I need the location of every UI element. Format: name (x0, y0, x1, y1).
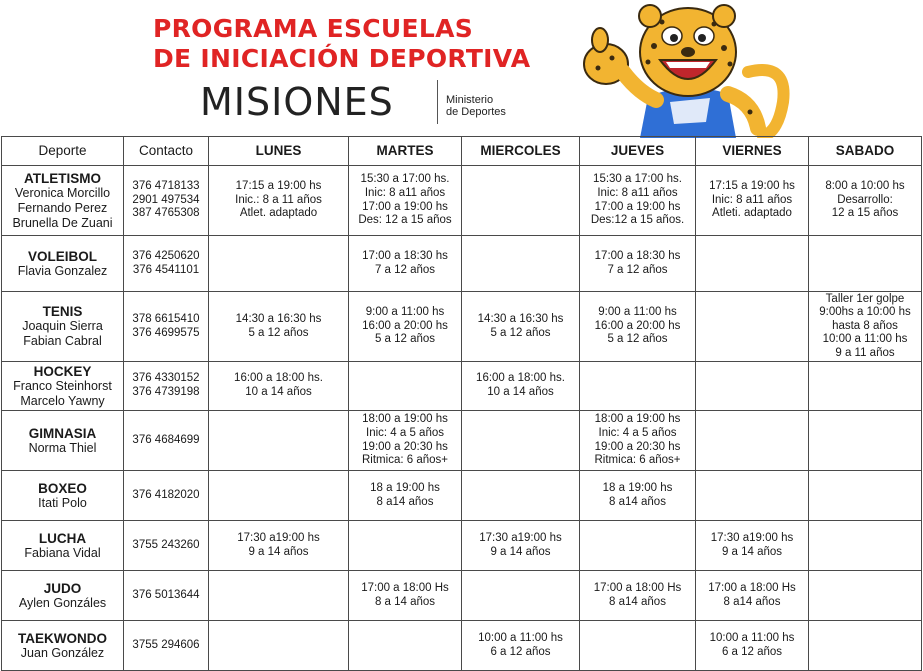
table-row (2, 411, 922, 471)
schedule-line: Desarrollo: (837, 193, 893, 206)
column-header-deporte: Deporte (2, 137, 124, 166)
schedule-line: 8 a14 años (723, 595, 781, 608)
schedule-line: 17:00 a 18:30 hs (362, 249, 448, 262)
schedule-line: 17:30 a19:00 hs (479, 531, 562, 544)
sport-name: ATLETISMO (24, 170, 101, 186)
coach-name: Itati Polo (38, 495, 87, 510)
phone-number: 378 6615410 (132, 312, 200, 325)
schedule-line: 16:00 a 20:00 hs (362, 319, 448, 332)
coach-name: Aylen Gonzáles (18, 595, 107, 610)
schedule-line: 7 a 12 años (374, 263, 436, 276)
coach-name: Juan González (20, 645, 105, 660)
sport-cell (2, 621, 124, 671)
schedule-line: 17:00 a 19:00 hs (362, 200, 448, 213)
column-header-lunes: LUNES (209, 137, 349, 166)
schedule-cell-martes (349, 362, 462, 411)
coach-name: Franco Steinhorst (13, 378, 112, 393)
schedule-line: 5 a 12 años (248, 326, 309, 339)
phone-number: 376 4739198 (132, 386, 200, 398)
schedule-cell-viernes (696, 571, 809, 621)
schedule-cell-lunes (209, 571, 349, 621)
schedule-cell-martes (349, 411, 462, 471)
schedule-cell-miercoles (462, 362, 580, 411)
schedule-line: 15:30 a 17:00 hs. (360, 173, 450, 186)
schedule-line: 9:00hs a 10:00 hs (819, 306, 911, 319)
contact-cell (124, 166, 209, 236)
schedule-cell-martes (349, 471, 462, 521)
schedule-line: 9 a 14 años (248, 545, 309, 558)
schedule-line: 17:00 a 18:00 Hs (593, 581, 682, 594)
schedule-line: 10 a 14 años (245, 386, 312, 398)
schedule-line: Inic.: 8 a 11 años (235, 193, 322, 206)
schedule-cell-lunes (209, 292, 349, 362)
schedule-line: 19:00 a 20:30 hs (594, 440, 681, 453)
schedule-cell-jueves (580, 571, 696, 621)
table-row (2, 362, 922, 411)
schedule-cell-lunes (209, 521, 349, 571)
schedule-cell-lunes (209, 166, 349, 236)
column-header-viernes: VIERNES (696, 137, 809, 166)
phone-number: 376 4699575 (132, 326, 200, 339)
phone-number: 3755 294606 (132, 638, 200, 651)
schedule-cell-jueves (580, 292, 696, 362)
schedule-cell-martes (349, 236, 462, 292)
column-header-martes: MARTES (349, 137, 462, 166)
schedule-cell-miercoles (462, 571, 580, 621)
schedule-line: Inic: 8 a11 años (711, 193, 793, 206)
sport-cell (2, 521, 124, 571)
table-row (2, 471, 922, 521)
table-row (2, 521, 922, 571)
contact-cell (124, 471, 209, 521)
sport-cell (2, 166, 124, 236)
sport-name: LUCHA (38, 530, 87, 546)
program-title-line-1: PROGRAMA ESCUELAS (153, 14, 474, 43)
schedule-cell-sabado (809, 292, 922, 362)
sport-cell (2, 411, 124, 471)
jaguar-mascot-icon (578, 2, 798, 138)
table-row (2, 236, 922, 292)
schedule-line: 19:00 a 20:30 hs (362, 440, 448, 453)
coach-name: Joaquin Sierra (22, 319, 103, 333)
sport-name: TENIS (42, 304, 83, 319)
schedule-cell-sabado (809, 621, 922, 671)
coach-name: Fabian Cabral (23, 334, 102, 348)
logo-divider (437, 80, 438, 124)
phone-number: 376 4718133 (132, 180, 200, 193)
schedule-line: 18:00 a 19:00 hs (594, 413, 681, 426)
schedule-line: Des: 12 a 15 años (358, 214, 452, 227)
schedule-line: 14:30 a 16:30 hs (477, 312, 564, 325)
schedule-line: 8 a 14 años (374, 595, 436, 608)
schedule-cell-lunes (209, 621, 349, 671)
schedule-line: 16:00 a 20:00 hs (594, 319, 681, 332)
schedule-cell-miercoles (462, 236, 580, 292)
schedule-cell-lunes (209, 236, 349, 292)
schedule-cell-viernes (696, 471, 809, 521)
column-header-contacto: Contacto (124, 137, 209, 166)
schedule-line: Inic: 4 a 5 años (366, 426, 444, 439)
schedule-line: 10:00 a 11:00 hs (709, 631, 795, 644)
table-row (2, 571, 922, 621)
schedule-line: 8 a14 años (376, 495, 434, 508)
coach-name: Norma Thiel (28, 440, 97, 455)
schedule-line: 17:15 a 19:00 hs (709, 180, 795, 193)
schedule-cell-miercoles (462, 411, 580, 471)
schedule-line: 15:30 a 17:00 hs. (593, 173, 682, 186)
schedule-cell-sabado (809, 236, 922, 292)
schedule-cell-jueves (580, 521, 696, 571)
schedule-line: 18 a 19:00 hs (370, 481, 440, 494)
schedule-cell-miercoles (462, 471, 580, 521)
schedule-line: 12 a 15 años (831, 207, 899, 220)
schedule-cell-viernes (696, 362, 809, 411)
schedule-line: 5 a 12 años (607, 333, 668, 346)
column-header-sabado: SABADO (809, 137, 922, 166)
sport-cell (2, 292, 124, 362)
schedule-line: Inic: 4 a 5 años (598, 426, 677, 439)
contact-cell (124, 362, 209, 411)
schedule-line: Inic: 8 a11 años (364, 186, 446, 199)
schedule-line: 16:00 a 18:00 hs. (476, 372, 565, 385)
coach-name: Veronica Morcillo (14, 185, 111, 200)
schedule-cell-martes (349, 621, 462, 671)
column-header-jueves: JUEVES (580, 137, 696, 166)
sport-name: JUDO (43, 580, 82, 596)
schedule-line: 9:00 a 11:00 hs (598, 306, 677, 319)
schedule-cell-miercoles (462, 292, 580, 362)
schedule-line: hasta 8 años (832, 319, 898, 332)
schedule-cell-sabado (809, 471, 922, 521)
schedule-line: 8 a14 años (609, 595, 666, 608)
schedule-line: Ritmica: 6 años+ (594, 454, 681, 467)
coach-name: Marcelo Yawny (20, 393, 105, 408)
program-title-line-2: DE INICIACIÓN DEPORTIVA (153, 44, 531, 73)
schedule-line: 18 a 19:00 hs (602, 481, 673, 494)
coach-name: Brunella De Zuani (12, 215, 113, 230)
schedule-line: 9:00 a 11:00 hs (365, 306, 445, 319)
phone-number: 376 5013644 (132, 588, 200, 601)
phone-number: 376 4541101 (132, 263, 200, 276)
schedule-cell-lunes (209, 411, 349, 471)
schedule-cell-jueves (580, 411, 696, 471)
contact-cell (124, 411, 209, 471)
phone-number: 2901 497534 (132, 193, 200, 206)
schedule-line: 9 a 14 años (721, 545, 783, 558)
schedule-line: Taller 1er golpe (825, 292, 905, 305)
schedule-cell-sabado (809, 521, 922, 571)
schedule-line: 16:00 a 18:00 hs. (234, 372, 323, 385)
schedule-cell-sabado (809, 411, 922, 471)
schedule-cell-viernes (696, 166, 809, 236)
contact-cell (124, 621, 209, 671)
schedule-line: 8 a14 años (609, 495, 666, 508)
phone-number: 376 4250620 (132, 249, 200, 262)
contact-cell (124, 571, 209, 621)
sport-cell (2, 571, 124, 621)
phone-number: 376 4684699 (132, 433, 200, 446)
schedule-line: Atleti. adaptado (712, 207, 792, 220)
schedule-line: 17:00 a 18:00 Hs (708, 581, 796, 594)
schedule-cell-martes (349, 292, 462, 362)
schedule-line: 6 a 12 años (721, 645, 783, 658)
coach-name: Fernando Perez (17, 200, 108, 215)
schedule-line: 5 a 12 años (490, 326, 551, 339)
misiones-logo: MISIONES (200, 80, 394, 124)
schedule-cell-jueves (580, 236, 696, 292)
schedule-line: 18:00 a 19:00 hs (362, 413, 448, 426)
schedule-cell-viernes (696, 521, 809, 571)
phone-number: 376 4182020 (132, 488, 200, 501)
schedule-cell-viernes (696, 292, 809, 362)
schedule-line: 6 a 12 años (490, 645, 551, 658)
contact-cell (124, 521, 209, 571)
schedule-cell-sabado (809, 571, 922, 621)
schedule-table (1, 136, 922, 671)
schedule-line: 10:00 a 11:00 hs (478, 631, 563, 644)
phone-number: 376 4330152 (132, 372, 200, 385)
schedule-cell-sabado (809, 166, 922, 236)
header-row (2, 137, 922, 166)
schedule-line: 9 a 14 años (490, 545, 551, 558)
schedule-line: Des:12 a 15 años. (590, 214, 685, 227)
sport-cell (2, 471, 124, 521)
schedule-line: 17:00 a 19:00 hs (594, 200, 681, 213)
sport-name: HOCKEY (33, 363, 92, 379)
schedule-cell-lunes (209, 362, 349, 411)
schedule-cell-viernes (696, 236, 809, 292)
table-row (2, 292, 922, 362)
coach-name: Fabiana Vidal (24, 545, 101, 560)
phone-number: 3755 243260 (132, 538, 200, 551)
column-header-miercoles: MIERCOLES (462, 137, 580, 166)
schedule-cell-viernes (696, 621, 809, 671)
schedule-cell-jueves (580, 621, 696, 671)
schedule-cell-miercoles (462, 521, 580, 571)
schedule-cell-lunes (209, 471, 349, 521)
sport-name: TAEKWONDO (18, 630, 107, 646)
schedule-line: 17:00 a 18:00 Hs (361, 581, 449, 594)
schedule-cell-jueves (580, 166, 696, 236)
schedule-cell-sabado (809, 362, 922, 411)
schedule-line: 17:15 a 19:00 hs (235, 180, 322, 193)
schedule-cell-martes (349, 571, 462, 621)
page-header (0, 0, 923, 138)
sport-name: BOXEO (38, 480, 87, 496)
sport-name: VOLEIBOL (27, 248, 97, 264)
table-row (2, 621, 922, 671)
schedule-cell-viernes (696, 411, 809, 471)
contact-cell (124, 292, 209, 362)
schedule-line: 14:30 a 16:30 hs (235, 312, 322, 325)
sport-cell (2, 236, 124, 292)
table-row (2, 166, 922, 236)
schedule-line: 17:30 a19:00 hs (237, 531, 320, 544)
schedule-cell-jueves (580, 471, 696, 521)
phone-number: 387 4765308 (132, 207, 200, 220)
contact-cell (124, 236, 209, 292)
coach-name: Flavia Gonzalez (17, 263, 108, 278)
schedule-line: 10:00 a 11:00 hs (822, 333, 908, 346)
sport-name: GIMNASIA (28, 425, 97, 441)
schedule-line: 10 a 14 años (487, 386, 554, 398)
sport-cell (2, 362, 124, 411)
schedule-cell-miercoles (462, 621, 580, 671)
ministry-label: Ministerio de Deportes (446, 94, 506, 118)
schedule-cell-martes (349, 166, 462, 236)
schedule-line: 9 a 11 años (835, 346, 895, 359)
schedule-cell-miercoles (462, 166, 580, 236)
schedule-line: 8:00 a 10:00 hs (825, 180, 905, 193)
schedule-line: Ritmica: 6 años+ (362, 454, 448, 467)
schedule-line: Atlet. adaptado (239, 207, 318, 220)
schedule-line: Inic: 8 a11 años (597, 186, 678, 199)
schedule-line: 17:00 a 18:30 hs (594, 249, 681, 262)
schedule-line: 17:30 a19:00 hs (710, 531, 794, 544)
schedule-cell-jueves (580, 362, 696, 411)
schedule-line: 7 a 12 años (607, 263, 668, 276)
schedule-cell-martes (349, 521, 462, 571)
schedule-line: 5 a 12 años (374, 333, 436, 346)
